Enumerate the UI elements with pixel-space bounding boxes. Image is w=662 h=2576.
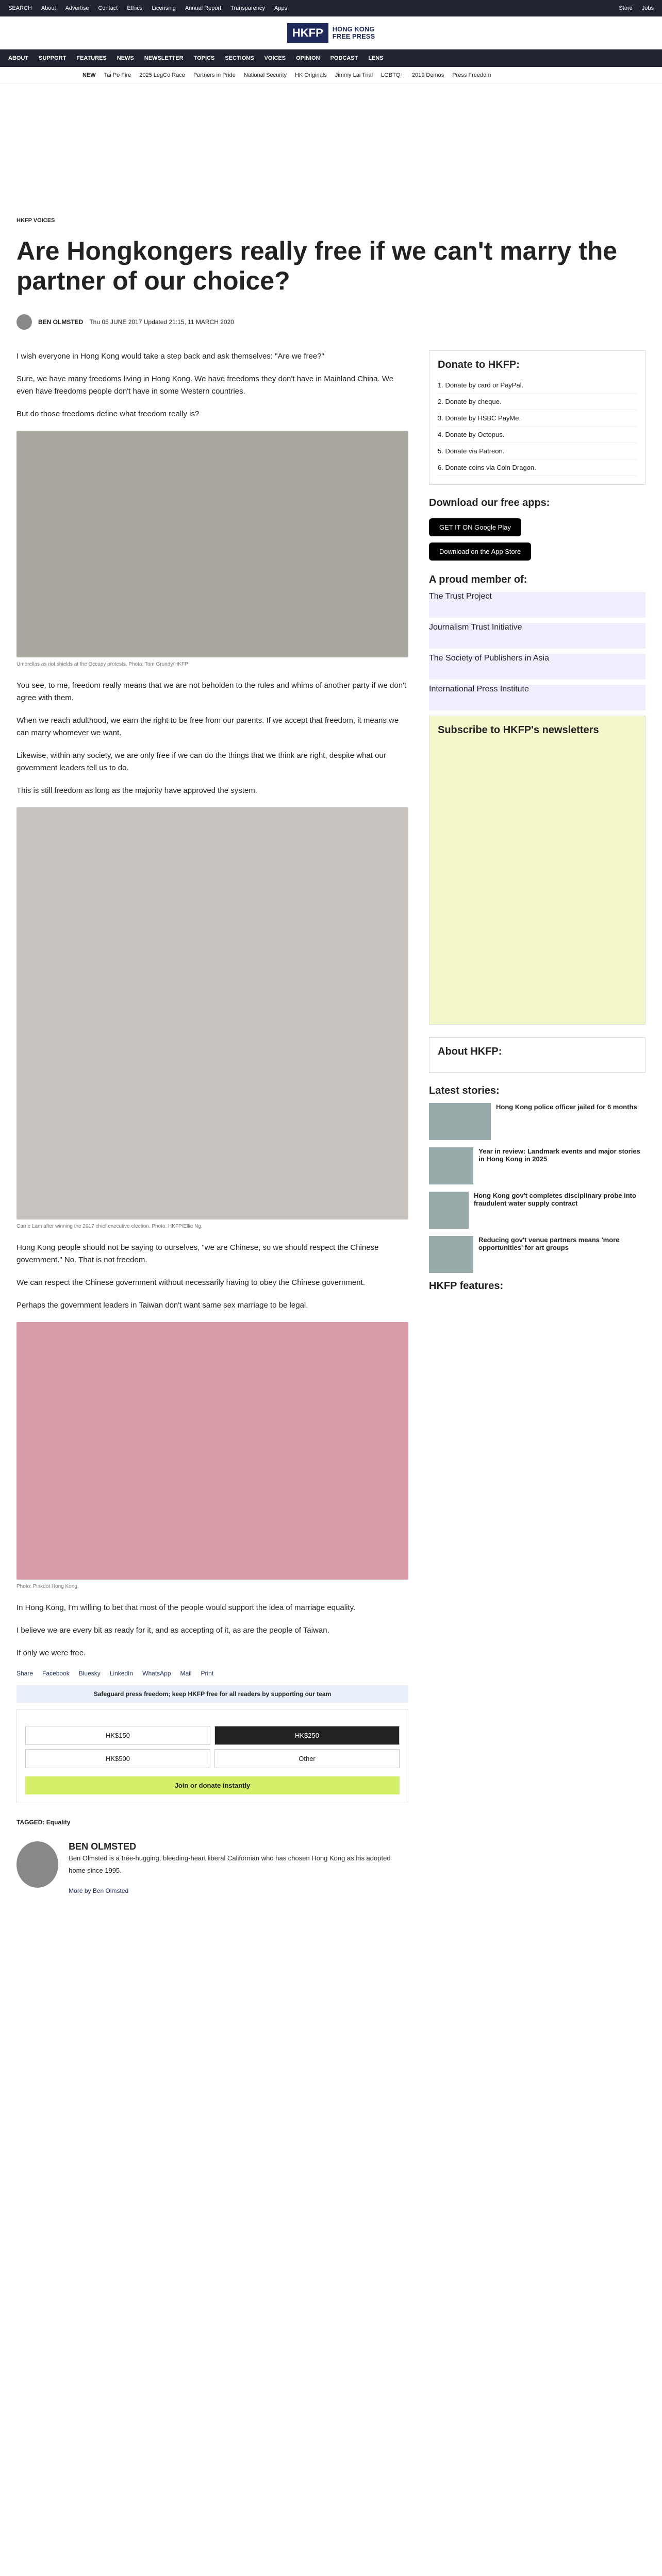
image-caption: Umbrellas as riot shields at the Occupy protests. Photo: Tom Grundy/HKFP <box>16 662 188 667</box>
newsletter-heading: Subscribe to HKFP's newsletters <box>438 724 599 736</box>
donate-item[interactable]: 1. Donate by card or PayPal. <box>438 377 637 394</box>
paragraph: If only we were free. <box>16 1649 86 1657</box>
author-bio <box>16 1841 408 1894</box>
ticker-item[interactable]: National Security <box>243 72 287 78</box>
latest-title[interactable]: Hong Kong police officer jailed for 6 months <box>496 1103 637 1111</box>
nav-item[interactable]: SECTIONS <box>225 55 254 61</box>
donation-form <box>16 1709 408 1803</box>
donate-item[interactable]: 3. Donate by HSBC PayMe. <box>438 410 637 427</box>
nav-item[interactable]: SUPPORT <box>39 55 67 61</box>
tag-link[interactable]: Equality <box>46 1819 71 1826</box>
top-link[interactable]: Transparency <box>230 5 265 11</box>
top-bar <box>0 0 662 16</box>
apps-heading: Download our free apps: <box>429 497 550 509</box>
amount-option[interactable]: HK$150 <box>25 1726 210 1745</box>
paragraph: This is still freedom as long as the majority have approved the system. <box>16 786 257 795</box>
features-heading: HKFP features: <box>429 1280 504 1292</box>
paragraph: You see, to me, freedom really means that we are not beholden to the rules and whims of another party if we don't agree with them. <box>16 681 407 702</box>
paragraph: When we reach adulthood, we earn the right to be free from our parents. If we accept that freedom, it means we can marry whomever we want. <box>16 716 399 737</box>
paragraph: I believe we are every bit as ready for it, and as accepting of it, as are the people of Taiwan. <box>16 1626 329 1635</box>
amount-option[interactable]: HK$500 <box>25 1749 210 1768</box>
nav-item[interactable]: LENS <box>368 55 384 61</box>
share-label: Share <box>16 1670 34 1677</box>
article-image <box>16 431 408 657</box>
paragraph: Perhaps the government leaders in Taiwan don't want same sex marriage to be legal. <box>16 1301 308 1310</box>
member-logo[interactable]: Journalism Trust Initiative <box>429 623 646 649</box>
latest-title[interactable]: Year in review: Landmark events and major stories in Hong Kong in 2025 <box>478 1147 640 1163</box>
logo-box: HKFP <box>287 23 328 43</box>
author-avatar <box>16 1841 58 1888</box>
paragraph: Hong Kong people should not be saying to ourselves, "we are Chinese, so we should respect the Chinese government." No. That is not freedom. <box>16 1243 379 1264</box>
jobs-link[interactable]: Jobs <box>641 5 654 11</box>
top-link[interactable]: Apps <box>274 5 288 11</box>
top-link[interactable]: Annual Report <box>185 5 222 11</box>
donate-item[interactable]: 5. Donate via Patreon. <box>438 443 637 460</box>
ticker-new: NEW <box>82 72 96 78</box>
member-heading: A proud member of: <box>429 574 527 585</box>
donate-item[interactable]: 2. Donate by cheque. <box>438 394 637 410</box>
paragraph: I wish everyone in Hong Kong would take a step back and ask themselves: "Are we free?" <box>16 352 324 361</box>
ticker-item[interactable]: Partners in Pride <box>193 72 236 78</box>
paragraph: Likewise, within any society, we are only free if we can do the things that we think are right, despite what our government leaders tell us to do. <box>16 751 386 772</box>
latest-item[interactable] <box>429 1103 646 1140</box>
latest-item[interactable] <box>429 1147 646 1184</box>
logo-line1: HONG KONG <box>332 25 375 33</box>
nav-item[interactable]: FEATURES <box>76 55 107 61</box>
bio-name[interactable]: BEN OLMSTED <box>69 1841 137 1852</box>
top-link[interactable]: Licensing <box>152 5 176 11</box>
nav-item[interactable]: PODCAST <box>330 55 358 61</box>
article-image <box>16 807 408 1219</box>
ticker-item[interactable]: Tai Po Fire <box>104 72 131 78</box>
thumbnail <box>429 1147 473 1184</box>
about-box <box>429 1037 646 1073</box>
latest-item[interactable] <box>429 1236 646 1273</box>
paragraph: We can respect the Chinese government without necessarily having to obey the Chinese government. <box>16 1278 365 1287</box>
paragraph: Sure, we have many freedoms living in Hong Kong. We have freedoms they don't have in Mainland China. We even have freedoms people don't have in some Western countries. <box>16 375 394 396</box>
image-caption: Photo: Pinkdot Hong Kong. <box>16 1584 79 1589</box>
thumbnail <box>429 1103 491 1140</box>
header <box>0 16 662 49</box>
donate-heading: Donate to HKFP: <box>438 359 520 370</box>
latest-heading: Latest stories: <box>429 1085 500 1096</box>
newsletter-box <box>429 716 646 1025</box>
nav-item[interactable]: VOICES <box>264 55 286 61</box>
site-logo[interactable] <box>287 23 375 43</box>
tagged-label: TAGGED: <box>16 1819 45 1826</box>
ticker-item[interactable]: HK Originals <box>295 72 327 78</box>
ticker <box>0 67 662 83</box>
author-avatar <box>16 314 32 330</box>
nav-item[interactable]: ABOUT <box>8 55 29 61</box>
nav-item[interactable]: NEWS <box>117 55 134 61</box>
nav-item[interactable]: NEWSLETTER <box>144 55 184 61</box>
store-link[interactable]: Store <box>619 5 633 11</box>
member-logo[interactable]: The Society of Publishers in Asia <box>429 654 646 680</box>
search-link[interactable]: SEARCH <box>8 5 32 11</box>
article-dates: Thu 05 JUNE 2017 Updated 21:15, 11 MARCH 2020 <box>89 318 234 326</box>
sidebar <box>429 350 646 1894</box>
member-logo[interactable]: International Press Institute <box>429 685 646 710</box>
support-banner: Safeguard press freedom; keep HKFP free for all readers by supporting our team <box>16 1685 408 1703</box>
author-name[interactable]: BEN OLMSTED <box>38 318 84 326</box>
article-body <box>16 350 408 1894</box>
share-linkedin[interactable]: LinkedIn <box>109 1670 134 1677</box>
paragraph: But do those freedoms define what freedom really is? <box>16 410 200 418</box>
about-heading: About HKFP: <box>438 1046 502 1057</box>
donate-item[interactable]: 6. Donate coins via Coin Dragon. <box>438 460 637 476</box>
share-mail[interactable]: Mail <box>180 1670 192 1677</box>
share-facebook[interactable]: Facebook <box>42 1670 70 1677</box>
ticker-item[interactable]: LGBTQ+ <box>381 72 404 78</box>
byline <box>16 314 646 330</box>
join-button[interactable]: Join or donate instantly <box>25 1776 400 1794</box>
amount-option[interactable]: Other <box>214 1749 400 1768</box>
thumbnail <box>429 1236 473 1273</box>
latest-title[interactable]: Hong Kong gov't completes disciplinary probe into fraudulent water supply contract <box>473 1192 636 1207</box>
article-kicker[interactable]: HKFP VOICES <box>16 217 55 224</box>
ticker-item[interactable]: 2019 Demos <box>411 72 444 78</box>
article-title: Are Hongkongers really free if we can't marry the partner of our choice? <box>16 236 618 295</box>
share-whatsapp[interactable]: WhatsApp <box>142 1670 171 1677</box>
paragraph: In Hong Kong, I'm willing to bet that most of the people would support the idea of marriage equality. <box>16 1603 356 1612</box>
article-image <box>16 1322 408 1580</box>
tagged <box>16 1819 408 1826</box>
amount-option[interactable]: HK$250 <box>214 1726 400 1745</box>
bio-text: Ben Olmsted is a tree-hugging, bleeding-heart liberal Californian who has chosen Hong Kong as his adopted home since 1995. <box>69 1854 391 1874</box>
bio-more[interactable]: More by Ben Olmsted <box>69 1887 129 1894</box>
donate-box <box>429 350 646 485</box>
app-store-button[interactable]: Download on the App Store <box>429 543 531 561</box>
member-logo[interactable]: The Trust Project <box>429 592 646 618</box>
latest-item[interactable] <box>429 1192 646 1229</box>
top-link[interactable]: Contact <box>98 5 118 11</box>
donate-item[interactable]: 4. Donate by Octopus. <box>438 427 637 443</box>
image-caption: Carrie Lam after winning the 2017 chief executive election. Photo: HKFP/Ellie Ng. <box>16 1224 203 1229</box>
main-nav <box>0 49 662 67</box>
ticker-item[interactable]: Jimmy Lai Trial <box>335 72 373 78</box>
top-link[interactable]: Advertise <box>65 5 89 11</box>
nav-item[interactable]: OPINION <box>296 55 320 61</box>
top-link[interactable]: About <box>41 5 56 11</box>
top-link[interactable]: Ethics <box>127 5 143 11</box>
share-bluesky[interactable]: Bluesky <box>78 1670 101 1677</box>
ticker-item[interactable]: Press Freedom <box>452 72 491 78</box>
share-print[interactable]: Print <box>201 1670 214 1677</box>
nav-item[interactable]: TOPICS <box>193 55 215 61</box>
ticker-item[interactable]: 2025 LegCo Race <box>139 72 185 78</box>
logo-line2: FREE PRESS <box>332 32 375 40</box>
google-play-button[interactable]: GET IT ON Google Play <box>429 518 521 536</box>
share-bar <box>16 1670 408 1677</box>
latest-title[interactable]: Reducing gov't venue partners means 'more opportunities' for art groups <box>478 1236 620 1251</box>
thumbnail <box>429 1192 469 1229</box>
